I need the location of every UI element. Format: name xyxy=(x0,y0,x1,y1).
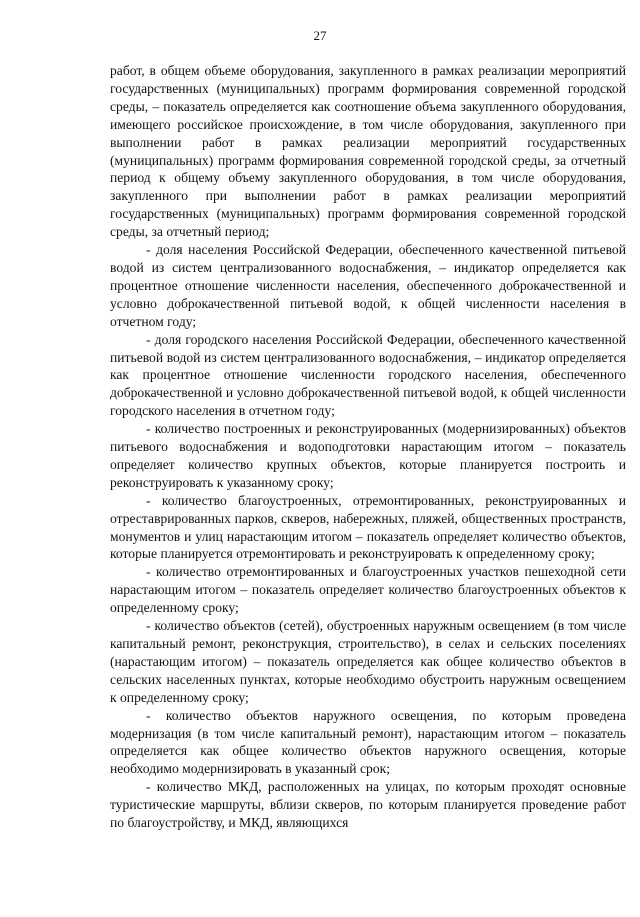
paragraph-water-supply-urban: - доля городского населения Российской Федерации, обеспеченного качественной питьевой водой из систем централизованного водоснабжения, – индикатор определяется как процентное отношение численности городского населения, обеспеченного доброкачественной и условно доброкачественной питьевой водой, к общей численности городского населения в отчетном году; xyxy=(110,331,626,419)
paragraph-continuation: работ, в общем объеме оборудования, закупленного в рамках реализации мероприятий государственных (муниципальных) программ формирования современной городской среды, – показатель определяется как соотношение объема закупленного оборудования, имеющего российское происхождение, в том числе оборудования, закупленного при выполнении работ в рамках реализации мероприятий государственных (муниципальных) программ формирования современной городской среды, за отчетный период к общему объему закупленного оборудования, в том числе оборудования, закупленного при выполнении работ в рамках реализации мероприятий государственных (муниципальных) программ формирования современной городской среды, за отчетный период; xyxy=(110,63,626,240)
page-number: 27 xyxy=(313,28,327,43)
paragraph-water-supply-population: - доля населения Российской Федерации, обеспеченного качественной питьевой водой из систем централизованного водоснабжения, – индикатор определяется как процентное отношение численности населения, обеспеченного доброкачественной и условно доброкачественной питьевой водой, к общей численности населения в отчетном году; xyxy=(110,242,626,329)
paragraph-lighting-modernization: - количество объектов наружного освещения, по которым проведена модернизация (в том числе капитальный ремонт), нарастающим итогом – показатель определяется как общее количество объектов наружного освещения, которые необходимо модернизировать в указанный срок; xyxy=(110,707,626,777)
paragraph-parks-improvement: - количество благоустроенных, отремонтированных, реконструированных и отреставрированных парков, скверов, набережных, пляжей, общественных пространств, монументов и улиц нарастающим итогом – показатель определяет количество объектов, которые планируется отремонтировать и реконструировать к определенному сроку; xyxy=(110,492,626,562)
paragraph-rural-lighting: - количество объектов (сетей), обустроенных наружным освещением (в том числе капитальный ремонт, реконструкция, строительство), в селах и сельских поселениях (нарастающим итогом) – показатель определяется как общее количество объектов в сельских населенных пунктах, которые необходимо обустроить наружным освещением к определенному сроку; xyxy=(110,618,626,705)
paragraph-pedestrian-network: - количество отремонтированных и благоустроенных участков пешеходной сети нарастающим итогом – показатель определяет количество благоустроенных объектов к определенному сроку; xyxy=(110,564,626,616)
paragraph-water-facilities: - количество построенных и реконструированных (модернизированных) объектов питьевого водоснабжения и водоподготовки нарастающим итогом – показатель определяет количество крупных объектов, которые планируется построить и реконструировать к указанному сроку; xyxy=(110,421,626,490)
body-text xyxy=(110,62,626,832)
paragraph-apartment-buildings: - количество МКД, расположенных на улицах, по которым проходят основные туристические маршруты, вблизи скверов, по которым планируется проведение работ по благоустройству, и МКД, являющихся xyxy=(110,779,626,831)
